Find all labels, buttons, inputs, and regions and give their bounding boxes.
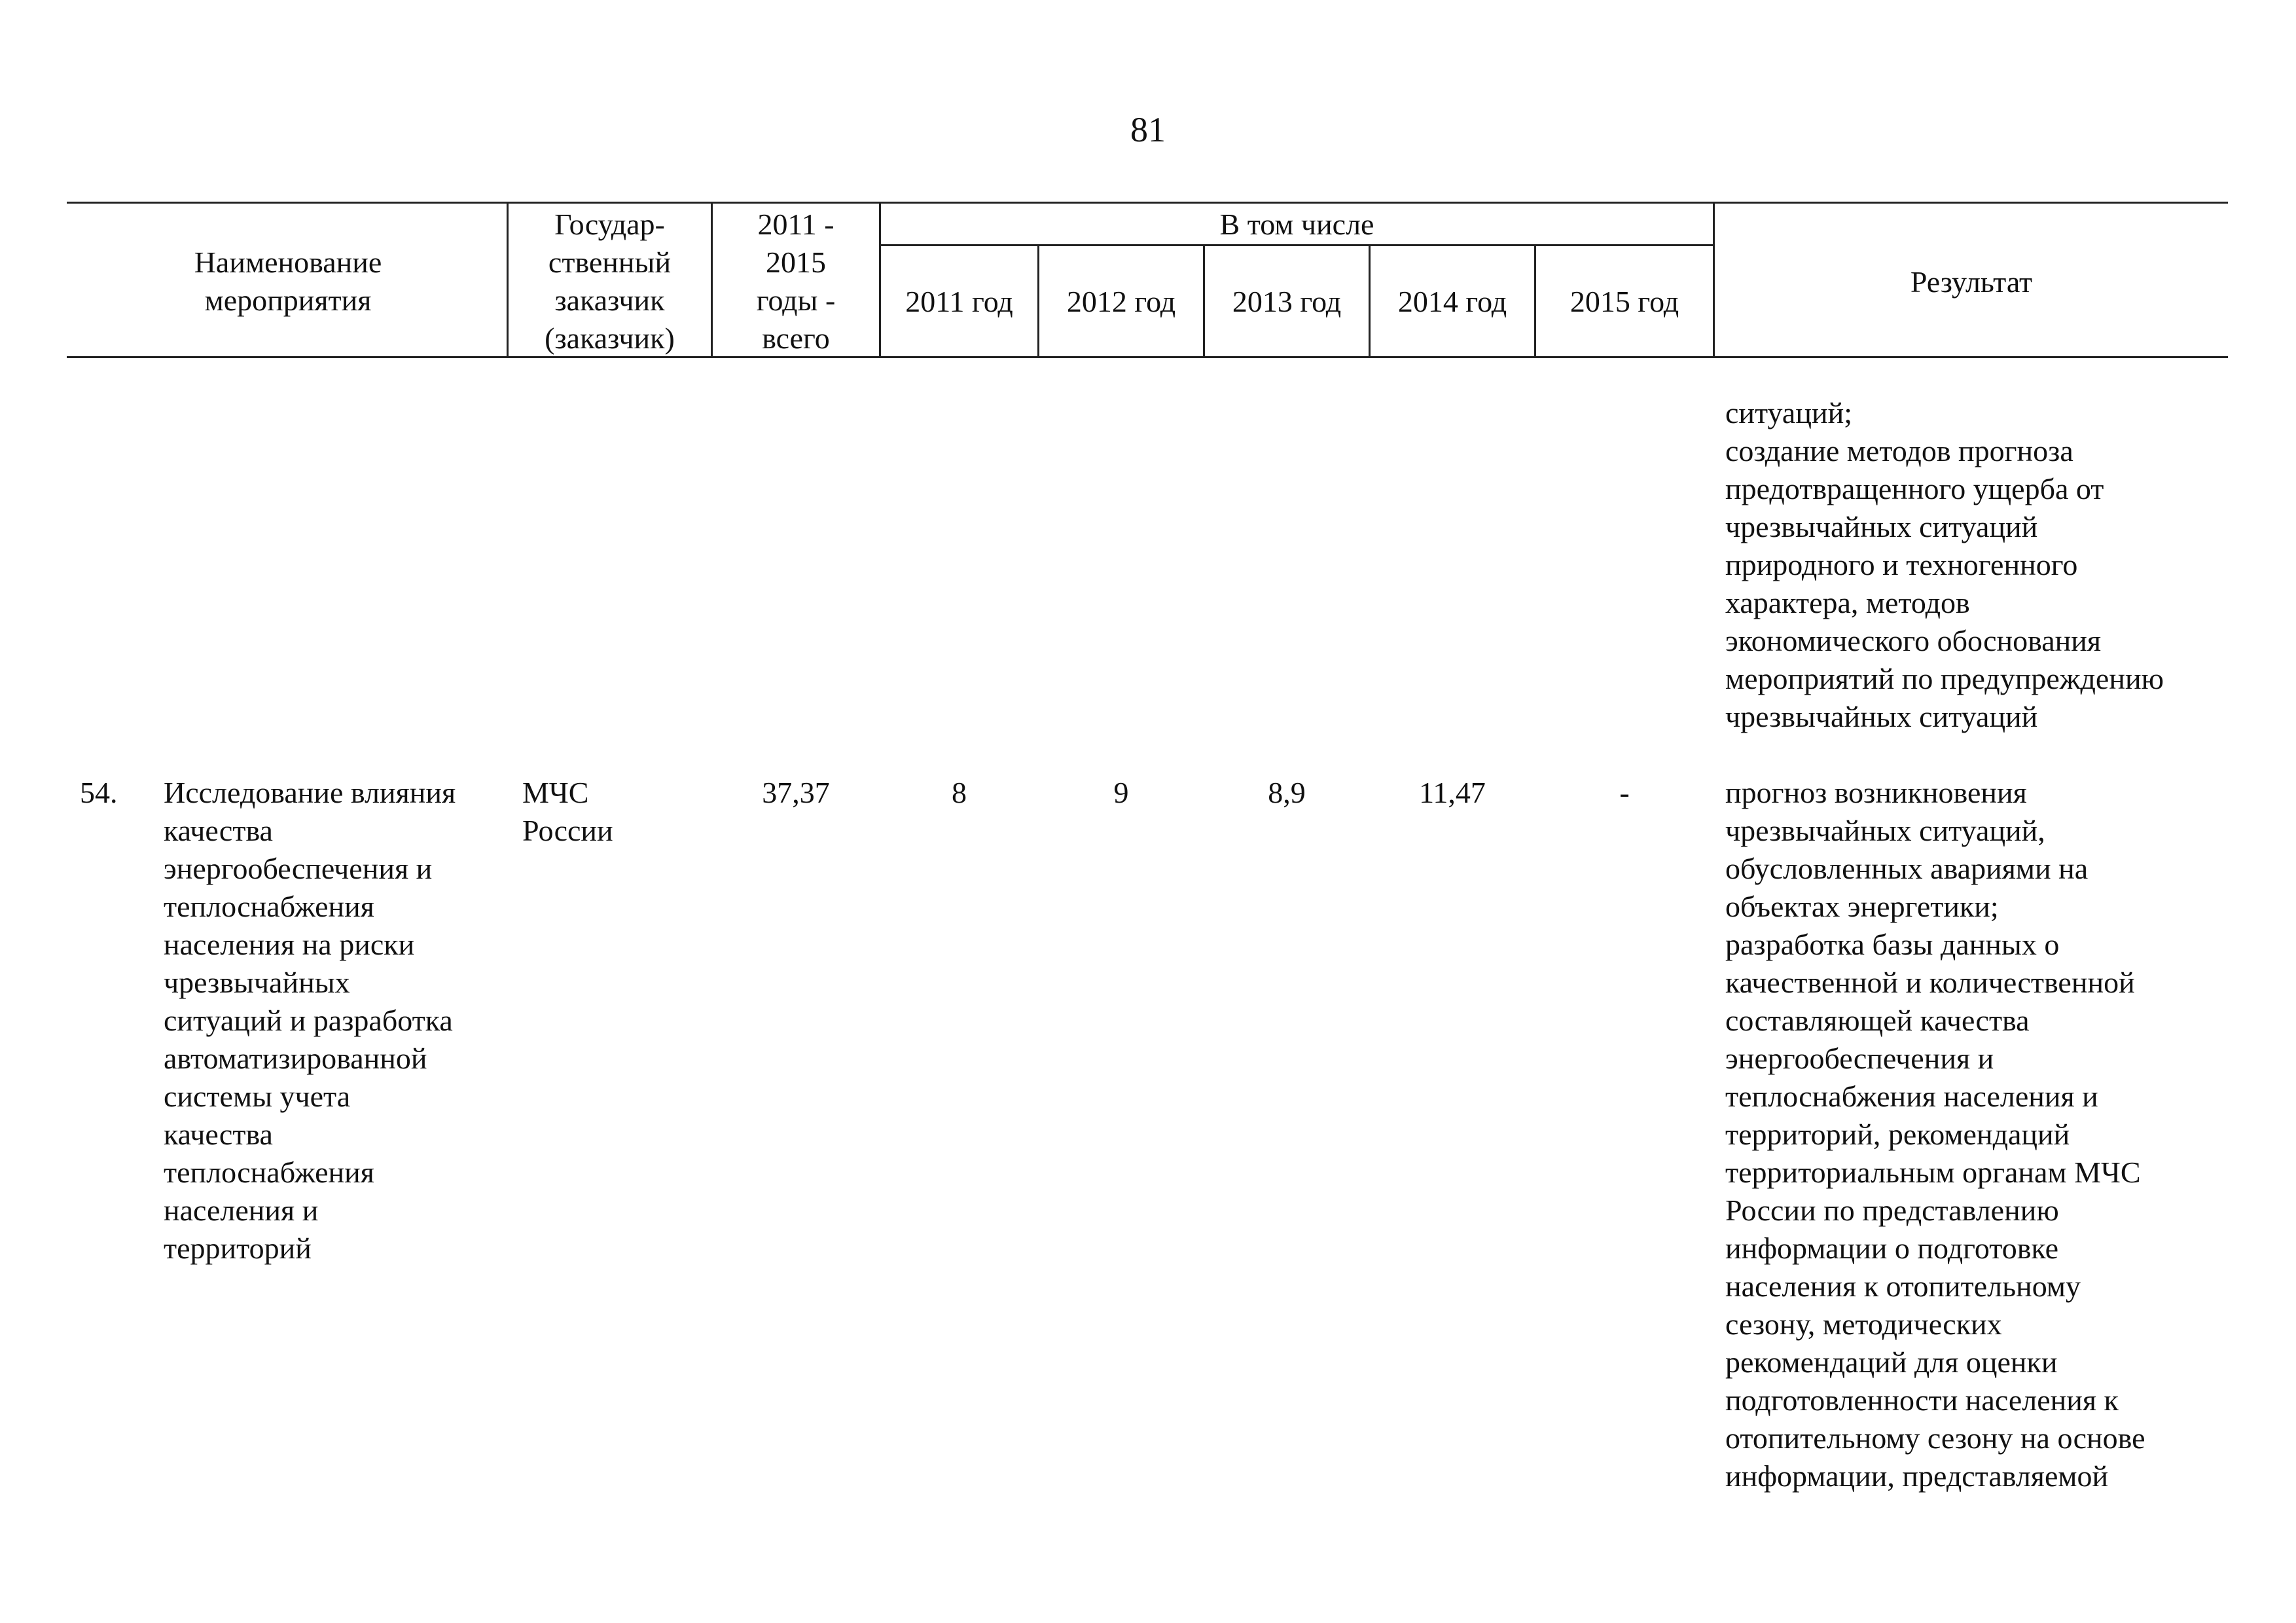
header-year-2015: 2015 год <box>1570 285 1679 318</box>
header-top-rule <box>67 202 2228 204</box>
row-value-2012: 9 <box>1113 776 1129 809</box>
header-year-2012: 2012 год <box>1066 285 1176 318</box>
header-name: Наименование мероприятия <box>194 246 382 317</box>
header-including: В том числе <box>1219 208 1374 241</box>
header-bottom-rule <box>67 356 2228 358</box>
row-result: прогноз возникновения чрезвычайных ситуаций, обусловленных авариями на объектах энергетики; разработка базы данных о качественной и количественной составляющей качества энергообеспечения и теплоснабжения населения и территорий, рекомендаций территориальным органам МЧС России по представлению информации о подготовке населения к отопительному сезону, методических рекомендаций для оценки подготовленности населения к отопительному сезону на основе информации, представляемой <box>1725 776 2145 1493</box>
header-year-2014: 2014 год <box>1397 285 1507 318</box>
row-value-2015: - <box>1619 776 1630 809</box>
row-index: 54. <box>80 776 118 809</box>
row-name: Исследование влияния качества энергообеспечения и теплоснабжения населения на риски чрезвычайных ситуаций и разработка автоматизированной системы учета качества теплоснабжения населения и территорий <box>164 776 456 1265</box>
row-value-2013: 8,9 <box>1268 776 1306 809</box>
row-value-2011: 8 <box>952 776 967 809</box>
header-total: 2011 - 2015 годы - всего <box>756 208 836 355</box>
row-value-2014: 11,47 <box>1419 776 1486 809</box>
continued-result-text: ситуаций; создание методов прогноза предотвращенного ущерба от чрезвычайных ситуаций природного и техногенного характера, методов экономического обоснования мероприятий по предупреждению чрезвычайных ситуаций <box>1725 396 2164 733</box>
page-number: 81 <box>1130 110 1166 149</box>
row-total: 37,37 <box>762 776 830 809</box>
row-customer: МЧС России <box>522 776 613 847</box>
header-customer: Государ- ственный заказчик (заказчик) <box>545 208 675 355</box>
years-group-rule <box>879 244 1714 246</box>
header-year-2011: 2011 год <box>905 285 1013 318</box>
header-result: Результат <box>1910 265 2033 299</box>
header-year-2013: 2013 год <box>1232 285 1342 318</box>
